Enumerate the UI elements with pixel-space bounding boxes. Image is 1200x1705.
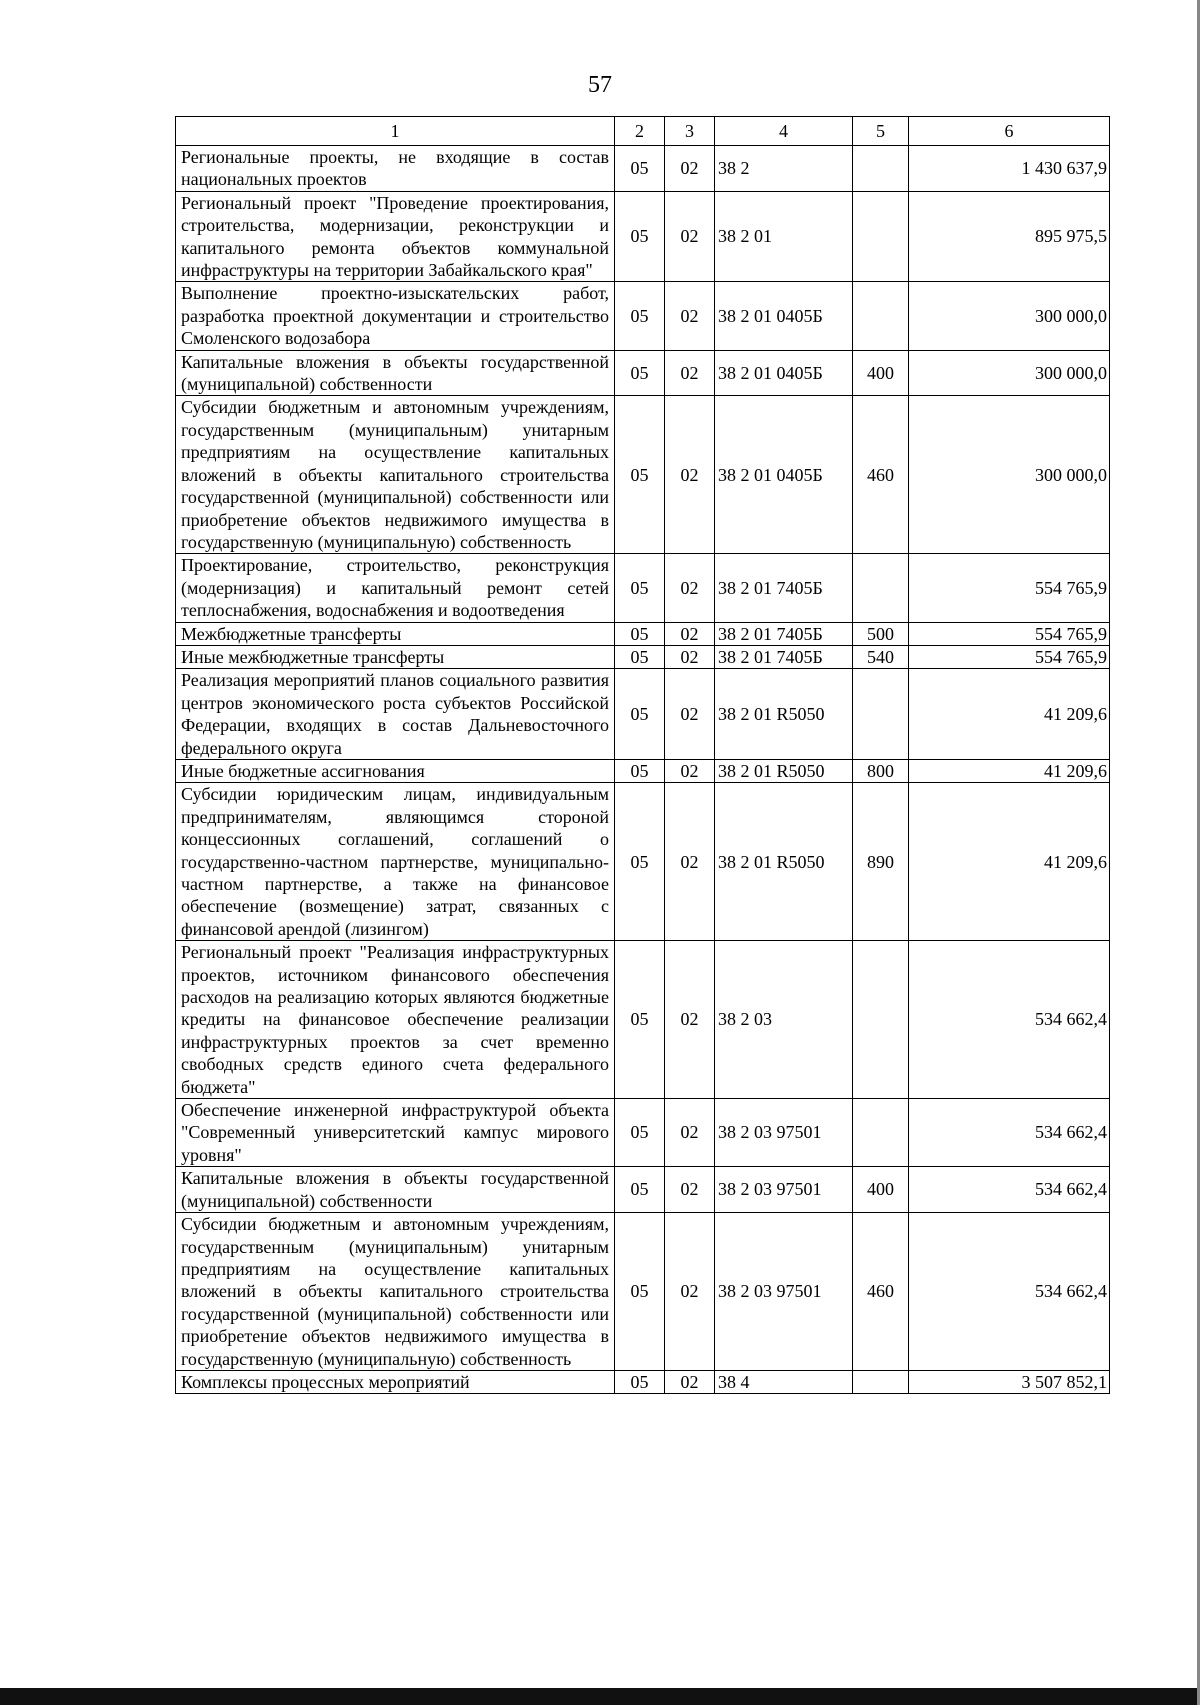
row-subsection: 02 [665, 1213, 715, 1371]
table-row [176, 554, 1110, 622]
row-expense-type: 890 [853, 783, 909, 941]
row-name: Иные бюджетные ассигнования [176, 759, 615, 782]
row-amount: 300 000,0 [909, 350, 1110, 396]
row-amount: 41 209,6 [909, 669, 1110, 760]
budget-table [175, 116, 1110, 1394]
row-amount: 300 000,0 [909, 396, 1110, 554]
row-subsection: 02 [665, 783, 715, 941]
row-target-article: 38 2 03 97501 [715, 1167, 853, 1213]
row-amount: 534 662,4 [909, 1099, 1110, 1167]
row-amount: 554 765,9 [909, 645, 1110, 668]
row-section: 05 [615, 554, 665, 622]
row-subsection: 02 [665, 1167, 715, 1213]
row-amount: 534 662,4 [909, 1213, 1110, 1371]
column-header: 1 [176, 117, 615, 146]
table-row [176, 941, 1110, 1099]
row-target-article: 38 2 01 7405Б [715, 554, 853, 622]
row-section: 05 [615, 282, 665, 350]
row-subsection: 02 [665, 941, 715, 1099]
row-expense-type: 500 [853, 622, 909, 645]
table-row [176, 350, 1110, 396]
scan-border-bottom [0, 1688, 1200, 1705]
row-target-article: 38 2 01 R5050 [715, 783, 853, 941]
row-amount: 1 430 637,9 [909, 146, 1110, 192]
column-header: 4 [715, 117, 853, 146]
table-row [176, 146, 1110, 192]
row-section: 05 [615, 759, 665, 782]
row-amount: 534 662,4 [909, 1167, 1110, 1213]
table-row [176, 282, 1110, 350]
row-target-article: 38 2 03 97501 [715, 1213, 853, 1371]
page-number: 57 [588, 72, 612, 98]
row-subsection: 02 [665, 669, 715, 760]
row-amount: 41 209,6 [909, 759, 1110, 782]
row-subsection: 02 [665, 622, 715, 645]
row-name: Реализация мероприятий планов социального развития центров экономического роста субъектов Российской Федерации, входящих в состав Дальневосточного федерального округа [176, 669, 615, 760]
table-row [176, 645, 1110, 668]
row-target-article: 38 2 [715, 146, 853, 192]
row-section: 05 [615, 783, 665, 941]
row-subsection: 02 [665, 1370, 715, 1393]
row-section: 05 [615, 1370, 665, 1393]
row-section: 05 [615, 350, 665, 396]
table-row [176, 191, 1110, 282]
row-subsection: 02 [665, 759, 715, 782]
table-row [176, 669, 1110, 760]
row-expense-type: 400 [853, 1167, 909, 1213]
row-name: Субсидии бюджетным и автономным учреждениям, государственным (муниципальным) унитарным предприятиям на осуществление капитальных вложений в объекты капитального строительства государственной (муниципальной) собственности или приобретение объектов недвижимого имущества в государственную (муниципальную) собственность [176, 1213, 615, 1371]
row-section: 05 [615, 146, 665, 192]
row-subsection: 02 [665, 396, 715, 554]
column-header: 3 [665, 117, 715, 146]
row-expense-type [853, 282, 909, 350]
row-section: 05 [615, 396, 665, 554]
row-target-article: 38 2 01 7405Б [715, 645, 853, 668]
row-amount: 41 209,6 [909, 783, 1110, 941]
column-header: 5 [853, 117, 909, 146]
row-name: Выполнение проектно-изыскательских работ, разработка проектной документации и строительство Смоленского водозабора [176, 282, 615, 350]
row-name: Обеспечение инженерной инфраструктурой объекта "Современный университетский кампус мирового уровня" [176, 1099, 615, 1167]
row-name: Капитальные вложения в объекты государственной (муниципальной) собственности [176, 350, 615, 396]
row-amount: 895 975,5 [909, 191, 1110, 282]
row-expense-type [853, 1370, 909, 1393]
row-amount: 554 765,9 [909, 554, 1110, 622]
row-name: Субсидии бюджетным и автономным учреждениям, государственным (муниципальным) унитарным предприятиям на осуществление капитальных вложений в объекты капитального строительства государственной (муниципальной) собственности или приобретение объектов недвижимого имущества в государственную (муниципальную) собственность [176, 396, 615, 554]
row-section: 05 [615, 1099, 665, 1167]
row-target-article: 38 2 03 97501 [715, 1099, 853, 1167]
row-target-article: 38 2 01 0405Б [715, 282, 853, 350]
row-amount: 300 000,0 [909, 282, 1110, 350]
row-target-article: 38 2 01 R5050 [715, 669, 853, 760]
column-header: 6 [909, 117, 1110, 146]
row-amount: 3 507 852,1 [909, 1370, 1110, 1393]
row-subsection: 02 [665, 554, 715, 622]
row-section: 05 [615, 645, 665, 668]
row-name: Проектирование, строительство, реконструкция (модернизация) и капитальный ремонт сетей теплоснабжения, водоснабжения и водоотведения [176, 554, 615, 622]
row-section: 05 [615, 941, 665, 1099]
row-subsection: 02 [665, 282, 715, 350]
row-name: Капитальные вложения в объекты государственной (муниципальной) собственности [176, 1167, 615, 1213]
row-expense-type: 400 [853, 350, 909, 396]
row-expense-type [853, 191, 909, 282]
row-amount: 534 662,4 [909, 941, 1110, 1099]
row-name: Региональный проект "Проведение проектирования, строительства, модернизации, реконструкции и капитального ремонта объектов коммунальной инфраструктуры на территории Забайкальского края" [176, 191, 615, 282]
row-name: Межбюджетные трансферты [176, 622, 615, 645]
row-subsection: 02 [665, 191, 715, 282]
row-expense-type [853, 669, 909, 760]
row-subsection: 02 [665, 350, 715, 396]
row-name: Комплексы процессных мероприятий [176, 1370, 615, 1393]
table-row [176, 1167, 1110, 1213]
row-section: 05 [615, 669, 665, 760]
row-target-article: 38 2 01 [715, 191, 853, 282]
row-name: Региональный проект "Реализация инфраструктурных проектов, источником финансового обеспечения расходов на реализацию которых являются бюджетные кредиты на финансовое обеспечение реализации инфраструктурных проектов за счет временно свободных средств единого счета федерального бюджета" [176, 941, 615, 1099]
row-subsection: 02 [665, 645, 715, 668]
table-row [176, 622, 1110, 645]
row-target-article: 38 4 [715, 1370, 853, 1393]
row-expense-type [853, 941, 909, 1099]
row-target-article: 38 2 01 0405Б [715, 350, 853, 396]
row-amount: 554 765,9 [909, 622, 1110, 645]
table-row [176, 783, 1110, 941]
column-header: 2 [615, 117, 665, 146]
row-expense-type: 460 [853, 1213, 909, 1371]
table-row [176, 759, 1110, 782]
row-subsection: 02 [665, 1099, 715, 1167]
table-row [176, 1370, 1110, 1393]
row-expense-type [853, 1099, 909, 1167]
row-expense-type: 800 [853, 759, 909, 782]
row-section: 05 [615, 1167, 665, 1213]
row-target-article: 38 2 01 R5050 [715, 759, 853, 782]
row-section: 05 [615, 1213, 665, 1371]
row-expense-type [853, 554, 909, 622]
table-row [176, 1213, 1110, 1371]
row-name: Субсидии юридическим лицам, индивидуальным предпринимателям, являющимся стороной концессионных соглашений, соглашений о государственно-частном партнерстве, муниципально-частном партнерстве, а также на финансовое обеспечение (возмещение) затрат, связанных с финансовой арендой (лизингом) [176, 783, 615, 941]
row-expense-type [853, 146, 909, 192]
row-expense-type: 460 [853, 396, 909, 554]
row-target-article: 38 2 01 7405Б [715, 622, 853, 645]
row-subsection: 02 [665, 146, 715, 192]
row-name: Региональные проекты, не входящие в состав национальных проектов [176, 146, 615, 192]
row-section: 05 [615, 622, 665, 645]
table-header-row [176, 117, 1110, 146]
row-section: 05 [615, 191, 665, 282]
table-row [176, 396, 1110, 554]
table-row [176, 1099, 1110, 1167]
row-target-article: 38 2 01 0405Б [715, 396, 853, 554]
row-name: Иные межбюджетные трансферты [176, 645, 615, 668]
row-target-article: 38 2 03 [715, 941, 853, 1099]
row-expense-type: 540 [853, 645, 909, 668]
